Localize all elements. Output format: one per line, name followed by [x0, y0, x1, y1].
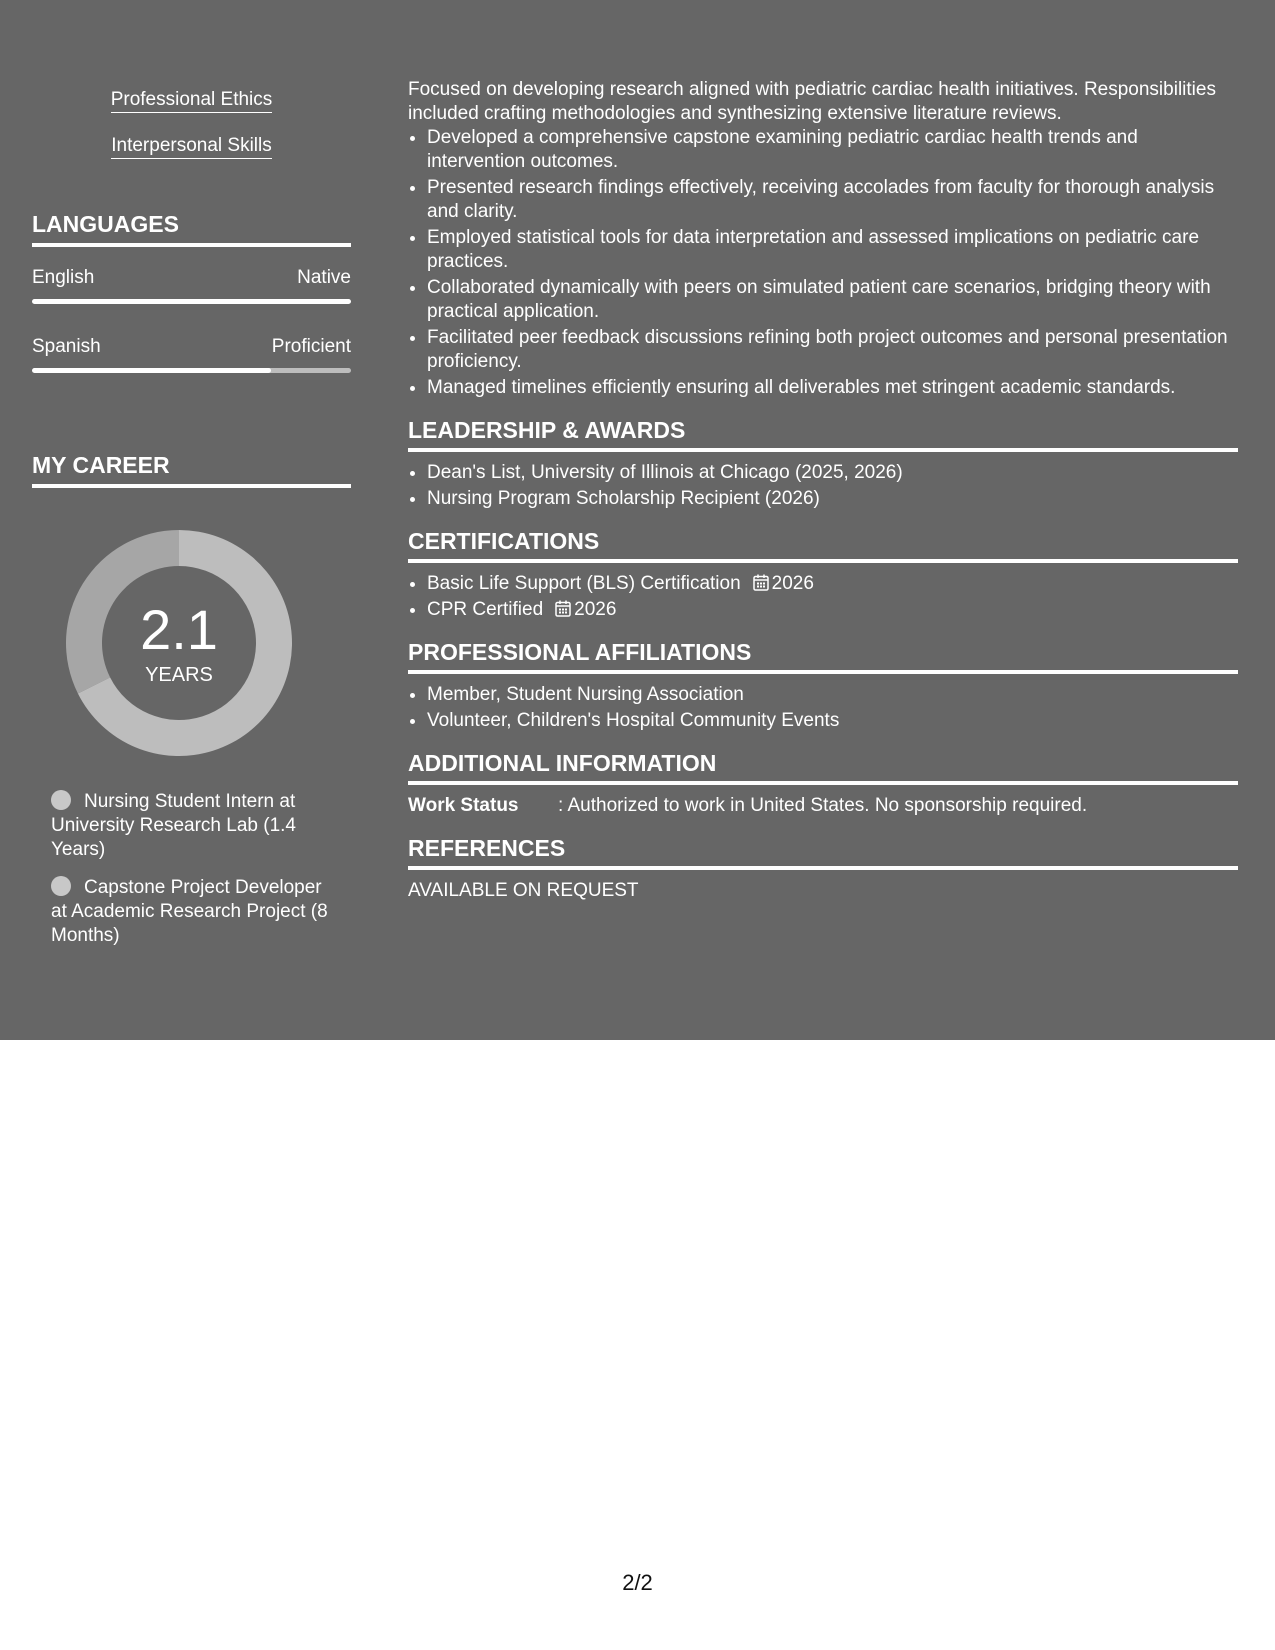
- page-number: 2/2: [622, 1570, 653, 1595]
- language-name: English: [32, 267, 95, 288]
- work-status-value: : Authorized to work in United States. No sponsorship required.: [558, 795, 1088, 816]
- certification-item: • Basic Life Support (BLS) Certification 2026: [427, 572, 1238, 596]
- list-item: • Developed a comprehensive capstone examining pediatric cardiac health trends and intervention outcomes.: [427, 126, 1238, 174]
- skill-tag: Interpersonal Skills: [32, 133, 351, 159]
- list-item: • Dean's List, University of Illinois at Chicago (2025, 2026): [427, 461, 1238, 485]
- list-item: • Collaborated dynamically with peers on simulated patient care scenarios, bridging theory with practical application.: [427, 276, 1238, 324]
- language-bar: [32, 299, 351, 304]
- career-item: Nursing Student Intern at University Research Lab (1.4 Years): [51, 791, 296, 860]
- references-text: AVAILABLE ON REQUEST: [408, 880, 639, 901]
- list-item: • Volunteer, Children's Hospital Community Events: [427, 709, 1238, 733]
- career-years-unit: YEARS: [145, 664, 213, 686]
- list-item: • Member, Student Nursing Association: [427, 683, 1238, 707]
- additional-info-heading: ADDITIONAL INFORMATION: [408, 748, 1238, 785]
- certifications-heading: CERTIFICATIONS: [408, 526, 1238, 563]
- language-bar: [32, 368, 351, 373]
- language-level: Native: [297, 267, 351, 288]
- language-row: [32, 335, 351, 359]
- experience-summary: Focused on developing research aligned with pediatric cardiac health initiatives. Responsibilities included crafting methodologies and synthesizing extensive literature reviews.: [408, 79, 1216, 124]
- language-bar-fill: [32, 299, 351, 304]
- references-heading: REFERENCES: [408, 833, 1238, 870]
- language-level: Proficient: [271, 336, 351, 357]
- career-dot-icon: [51, 876, 71, 896]
- career-dot-icon: [51, 790, 71, 810]
- language-bar-fill: [32, 368, 271, 373]
- calendar-icon: [753, 574, 769, 591]
- career-item: Capstone Project Developer at Academic Research Project (8 Months): [51, 877, 328, 946]
- list-item: • Employed statistical tools for data interpretation and assessed implications on pediatric care practices.: [427, 226, 1238, 274]
- skill-tag: Professional Ethics: [32, 87, 351, 113]
- leadership-list: [408, 461, 1238, 511]
- career-years-value: 2.1: [140, 598, 218, 661]
- leadership-heading: LEADERSHIP & AWARDS: [408, 415, 1238, 452]
- experience-bullets: [408, 126, 1238, 400]
- list-item: • Presented research findings effectively, receiving accolades from faculty for thorough analysis and clarity.: [427, 176, 1238, 224]
- affiliations-list: [408, 683, 1238, 733]
- career-heading: MY CAREER: [32, 450, 351, 488]
- work-status-row: [408, 794, 1238, 818]
- list-item: • Facilitated peer feedback discussions refining both project outcomes and personal presentation proficiency.: [427, 326, 1238, 374]
- language-name: Spanish: [32, 336, 101, 357]
- certification-item: • CPR Certified 2026: [427, 598, 1238, 622]
- certifications-list: [408, 572, 1238, 622]
- languages-heading: LANGUAGES: [32, 209, 351, 247]
- right-column: [408, 78, 1238, 903]
- work-status-label: Work Status: [408, 795, 519, 816]
- affiliations-heading: PROFESSIONAL AFFILIATIONS: [408, 637, 1238, 674]
- language-row: [32, 266, 351, 290]
- calendar-icon: [555, 600, 571, 617]
- list-item: • Managed timelines efficiently ensuring all deliverables met stringent academic standards.: [427, 376, 1238, 400]
- list-item: • Nursing Program Scholarship Recipient (2026): [427, 487, 1238, 511]
